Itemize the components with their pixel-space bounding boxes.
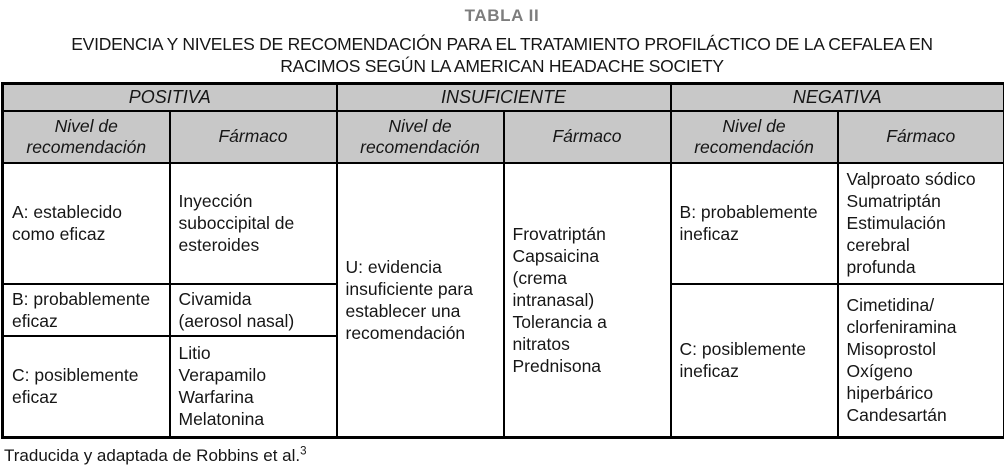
farmaco-line: Candesartán	[846, 405, 947, 426]
farmaco-line: Sumatriptán	[846, 191, 941, 211]
col-header-negativa-farmaco: Fármaco	[838, 111, 1004, 163]
col-header-negativa-nivel: Nivel de recomendación	[671, 111, 838, 163]
farmaco-line: Oxígeno	[846, 361, 913, 382]
table-header	[0, 0, 1004, 77]
cell-insuficiente-u-nivel: U: evidencia insuficiente para establecer una recomendación	[337, 163, 504, 438]
footnote-superscript: 3	[300, 445, 307, 458]
cell-negativa-b-nivel: B: probablemente ineficaz	[671, 163, 838, 284]
cell-positiva-b-nivel: B: probablemente eficaz	[3, 284, 170, 336]
farmaco-line: suboccipital de	[178, 213, 295, 233]
col-header-positiva-farmaco: Fármaco	[170, 111, 337, 163]
farmaco-line: (aerosol nasal)	[178, 310, 295, 331]
col-header-insuficiente-nivel: Nivel de recomendación	[337, 111, 504, 163]
farmaco-line: Valproato sódico	[846, 169, 976, 189]
cell-positiva-c-nivel: C: posiblemente eficaz	[3, 336, 170, 438]
recommendation-table	[1, 82, 1004, 439]
farmaco-line: esteroides	[178, 235, 260, 255]
group-header-negativa: NEGATIVA	[671, 84, 1004, 111]
farmaco-line: Inyección	[178, 191, 253, 211]
group-header-insuficiente: INSUFICIENTE	[337, 84, 671, 111]
cell-positiva-b-farmaco	[170, 284, 337, 336]
cell-positiva-a-farmaco	[170, 163, 337, 284]
footnote-text: Traducida y adaptada de Robbins et al.	[4, 446, 301, 465]
farmaco-line: (crema	[512, 267, 567, 288]
farmaco-line: intranasal)	[512, 289, 595, 310]
cell-positiva-a-nivel: A: establecido como eficaz	[3, 163, 170, 284]
table-footnote	[0, 439, 1004, 466]
cell-insuficiente-u-farmaco	[504, 163, 671, 438]
table-row	[3, 163, 1004, 284]
farmaco-line: Frovatriptán	[512, 223, 606, 244]
group-header-positiva: POSITIVA	[3, 84, 337, 111]
cell-positiva-c-farmaco	[170, 336, 337, 438]
farmaco-line: Warfarina	[178, 387, 254, 408]
farmaco-line: cerebral	[846, 235, 910, 255]
farmaco-line: clorfeniramina	[846, 317, 957, 338]
farmaco-line: Civamida	[178, 288, 252, 309]
table-subtitle-line-1: EVIDENCIA Y NIVELES DE RECOMENDACIÓN PARA EL TRATAMIENTO PROFILÁCTICO DE LA CEFALEA EN	[71, 34, 933, 54]
col-header-positiva-nivel: Nivel de recomendación	[3, 111, 170, 163]
farmaco-line: Estimulación	[846, 213, 946, 233]
cell-negativa-b-farmaco	[838, 163, 1004, 284]
table-subtitle-line-2: RACIMOS SEGÚN LA AMERICAN HEADACHE SOCIETY	[280, 56, 724, 76]
farmaco-line: Melatonina	[178, 409, 265, 430]
table-title: TABLA II	[464, 6, 540, 25]
farmaco-line: Cimetidina/	[846, 295, 935, 316]
cell-negativa-c-nivel: C: posiblemente ineficaz	[671, 284, 838, 438]
col-header-insuficiente-farmaco: Fármaco	[504, 111, 671, 163]
group-header-row	[3, 84, 1004, 111]
farmaco-line: nitratos	[512, 333, 570, 354]
farmaco-line: Misoprostol	[846, 339, 936, 360]
farmaco-line: Verapamilo	[178, 365, 267, 386]
farmaco-line: profunda	[846, 257, 916, 277]
farmaco-line: hiperbárico	[846, 383, 934, 404]
farmaco-line: Capsaicina	[512, 245, 600, 266]
farmaco-line: Tolerancia a	[512, 311, 607, 332]
column-header-row	[3, 111, 1004, 163]
farmaco-line: Litio	[178, 343, 211, 364]
farmaco-line: Prednisona	[512, 355, 602, 376]
cell-negativa-c-farmaco	[838, 284, 1004, 438]
